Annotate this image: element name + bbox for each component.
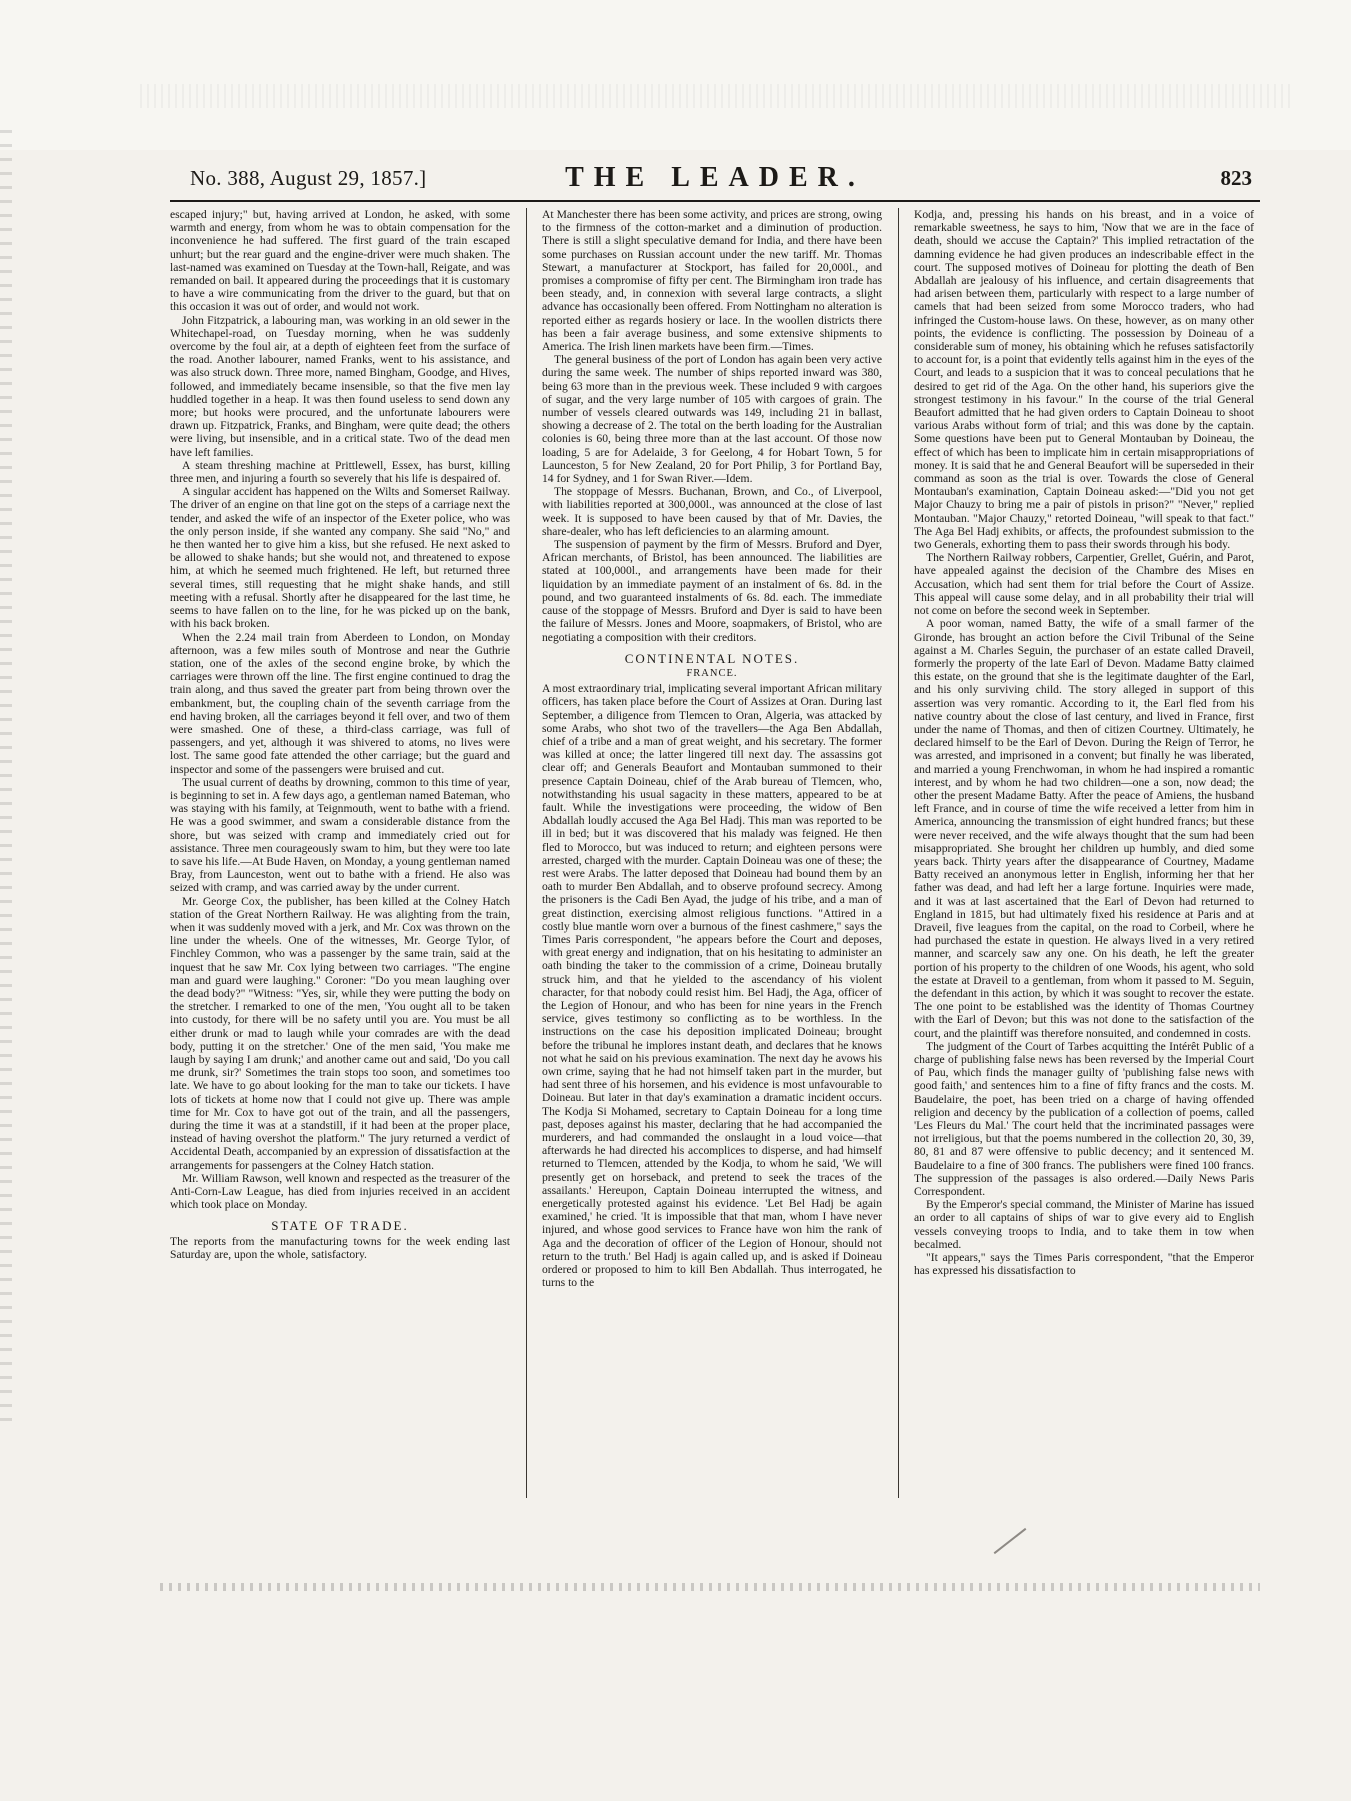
paragraph: By the Emperor's special command, the Minister of Marine has issued an order to all captains of ships of war to give every aid to English vessels conveying troops to India, and to take them in tow when becalmed. bbox=[914, 1198, 1254, 1251]
paragraph: The reports from the manufacturing towns for the week ending last Saturday are, upon the whole, satisfactory. bbox=[170, 1234, 510, 1261]
paper-title: THE LEADER. bbox=[565, 162, 865, 193]
section-heading-trade: STATE OF TRADE. bbox=[271, 1218, 409, 1234]
page-number: 823 bbox=[1220, 166, 1252, 190]
print-bleed-smudge bbox=[140, 84, 1290, 108]
page-top-margin bbox=[0, 0, 1351, 150]
paragraph: A steam threshing machine at Prittlewell, Essex, has burst, killing three men, and injuring a fourth so severely that his life is despaired of. bbox=[170, 458, 510, 486]
paragraph: The general business of the port of London has again been very active during the same week. The number of ships reported inward was 380, being 63 more than in the previous week. These included 9 with cargoes of sugar, and the very large number of 105 with cargoes of grain. The number of vessels cleared outwards was 149, including 21 in ballast, showing a decrease of 2. The total on the berth loading for the Australian colonies is 60, being three more than at the last account. Of those now loading, 5 are for Adelaide, 3 for Geelong, 4 for Hobart Town, 5 for Launceston, 5 for New Zealand, 20 for Port Philip, 3 for Portland Bay, 14 for Sydney, and 1 for Swan River.—Idem. bbox=[542, 353, 882, 486]
paragraph: Mr. George Cox, the publisher, has been killed at the Colney Hatch station of the Great Northern Railway. He was alighting from the train, when it was suddenly moved with a jerk, and Mr. Cox was thrown on the line under the wheels. One of the witnesses, Mr. George Tylor, of Finchley Common, who was a passenger by the same train, said at the inquest that he saw Mr. Cox lying between two carriages. "The engine man and guard were laughing." Coroner: "Do you mean laughing over the dead body?" "Witness: "Yes, sir, while they were putting the body on the stretcher. I remarked to one of the men, 'You ought all to be taken into custody, for there will be no safety until you are. You must be all either drunk or mad to laugh while your comrades are with the dead body, putting it on the stretcher.' One of the men said, 'You make me laugh by saying I am drunk;' and another came out and said, 'Do you call me drunk, sir?' Sometimes the train stops too soon, and sometimes too late. We have to go about looking for the man to take our tickets. I have lots of tickets at home now that I could not give up. There was ample time for Mr. Cox to have got out of the train, and all the passengers, during the time it was at a standstill, if it had been at the proper place, instead of having overshot the platform." The jury returned a verdict of Accidental Death, accompanied by an expression of dissatisfaction at the arrangements for passengers at the Colney Hatch station. bbox=[170, 894, 510, 1172]
paragraph: At Manchester there has been some activity, and prices are strong, owing to the firmness of the cotton-market and a diminution of production. There is still a slight speculative demand for India, and there have been some purchases on Russian account under the new tariff. Mr. Thomas Stewart, a manufacturer at Stockport, has failed for 20,000l., and promises a compromise of fifty per cent. The Birmingham iron trade has been steady, and, in connexion with several large contracts, a slight advance has occasionally been offered. From Nottingham no alteration is reported either as regards hosiery or lace. In the woollen districts there has been a fair average business, and some extensive shipments to America. The Irish linen markets have been firm.—Times. bbox=[542, 208, 882, 354]
paragraph: The suspension of payment by the firm of Messrs. Bruford and Dyer, African merchants, of Bristol, has been announced. The liabilities are stated at 100,000l., and arrangements have been made for their liquidation by an immediate payment of an instalment of 6s. 8d. in the pound, and two guaranteed instalments of 6s. 8d. each. The immediate cause of the stoppage of Messrs. Bruford and Dyer is said to have been the failure of Messrs. Jones and Moore, soapmakers, of Bristol, who are negotiating a composition with their creditors. bbox=[542, 538, 882, 644]
column-3 bbox=[914, 208, 1254, 1578]
paragraph: The stoppage of Messrs. Buchanan, Brown, and Co., of Liverpool, with liabilities reported at 300,000l., was announced at the close of last week. It is supposed to have been caused by that of Mr. Davies, the share-dealer, who has left deficiencies to an alarming amount. bbox=[542, 485, 882, 538]
paragraph: Kodja, and, pressing his hands on his breast, and in a voice of remarkable sweetness, he says to him, 'Now that we are in the face of death, should we accuse the Captain?' This implied retractation of the damning evidence he had given produces an indescribable effect in the court. The supposed motives of Doineau for plotting the death of Ben Abdallah are jealousy of his influence, and certain disagreements that had arisen between them, particularly with respect to a large number of camels that had been seized from some Morocco traders, who had infringed the Custom-house laws. On these, however, as on many other points, the evidence is conflicting. The possession by Doineau of a considerable sum of money, his obtaining which he refuses satisfactorily to account for, is a point that evidently tells against him in the eyes of the Court, and leads to a suspicion that it was to conceal peculations that he desired to get rid of the Aga. On the other hand, his superiors give the strongest testimony in his favour." In the course of the trial General Beaufort admitted that he had given orders to Captain Doineau to shoot various Arabs without form of trial; and this was done by the captain. Some questions have been put to General Montauban by Doineau, the effect of which has been to implicate him in certain misappropriations of money. It is said that he and General Beaufort will be superseded in their command as soon as the trial is over. Towards the close of General Montauban's examination, Captain Doineau asked:—"Did you not get Major Chauzy to bring me a pair of pistols in prison?" "Never," replied Montauban. "Major Chauzy," retorted Doineau, "will speak to that fact." The Aga Bel Hadj exhibits, or affects, the profoundest submission to the two Generals, exhorting them to pass their swords through his body. bbox=[914, 208, 1254, 552]
subheading-france: FRANCE. bbox=[686, 667, 738, 679]
paragraph: The judgment of the Court of Tarbes acquitting the Intérêt Public of a charge of publishing false news has been reversed by the Imperial Court of Pau, which finds the manager guilty of 'publishing false news with good faith,' and sentences him to a fine of fifty francs and the costs. M. Baudelaire, the poet, has been tried on a charge of having offended religion and decency by the publication of a collection of poems, called 'Les Fleurs du Mal.' The court held that the incriminated passages were not irreligious, but that the poems numbered in the collection 20, 30, 39, 80, 81 and 87 were offensive to public decency; and it sentenced M. Baudelaire to a fine of 300 francs. The publishers were fined 100 francs. The suppression of the passages is also ordered.—Daily News Paris Correspondent. bbox=[914, 1039, 1254, 1199]
section-heading-continental: CONTINENTAL NOTES. bbox=[624, 650, 800, 666]
paragraph: The Northern Railway robbers, Carpentier, Grellet, Guérin, and Parot, have appealed against the decision of the Chambre des Mises en Accusation, which had sent them for trial before the Court of Assize. This appeal will cause some delay, and in all probability their trial will not come on before the second week in September. bbox=[914, 551, 1254, 618]
column-rule-2 bbox=[898, 208, 899, 1498]
paragraph: The usual current of deaths by drowning, common to this time of year, is beginning to set in. A few days ago, a gentleman named Bateman, who was staying with his family, at Teignmouth, went to bathe with a friend. He was a good swimmer, and swam a considerable distance from the shore, but was seized with cramp and immediately cried out for assistance. Three men courageously swam to him, but they were too late to save his life.—At Bude Haven, on Monday, a young gentleman named Bray, from Launceston, went out to bathe with a friend. He also was seized with cramp, and was carried away by the under current. bbox=[170, 775, 510, 895]
paragraph: escaped injury;" but, having arrived at London, he asked, with some warmth and energy, from whom he was to obtain compensation for the inconvenience he had suffered. The first guard of the train escaped unhurt; but the rear guard and the engine-driver were much shaken. The last-named was examined on Tuesday at the Town-hall, Reigate, and was remanded on bail. It appeared during the proceedings that it is customary to have a wire communicating from the driver to the guard, but that on this occasion it was out of order, and would not work. bbox=[170, 208, 510, 314]
newspaper-page bbox=[170, 160, 1260, 1580]
issue-date: No. 388, August 29, 1857.] bbox=[190, 166, 427, 190]
column-1 bbox=[170, 208, 510, 1578]
article-columns bbox=[170, 208, 1260, 1578]
column-2 bbox=[542, 208, 882, 1578]
paragraph: Mr. William Rawson, well known and respected as the treasurer of the Anti-Corn-Law League, has died from injuries received in an accident which took place on Monday. bbox=[170, 1171, 510, 1212]
paragraph: "It appears," says the Times Paris correspondent, "that the Emperor has expressed his dissatisfaction to bbox=[914, 1251, 1254, 1278]
paragraph: John Fitzpatrick, a labouring man, was working in an old sewer in the Whitechapel-road, on Tuesday morning, when he was suddenly overcome by the foul air, at a depth of eighteen feet from the surface of the road. Another labourer, named Franks, went to his assistance, and was also struck down. Three more, named Bingham, Goodge, and Hives, followed, and immediately became insensible, so that the five men lay huddled together in a heap. It was then found useless to send down any more; but hooks were procured, and the unfortunate labourers were drawn up. Fitzpatrick, Franks, and Bingham, were quite dead; the others were living, but insensible, and in a critical state. Two of the dead men have left families. bbox=[170, 313, 510, 459]
paragraph: A most extraordinary trial, implicating several important African military officers, has taken place before the Court of Assizes at Oran. During last September, a diligence from Tlemcen to Oran, Algeria, was attacked by some Arabs, who shot two of the travellers—the Aga Ben Abdallah, chief of a tribe and a man of great weight, and his secretary. The former was killed at once; the latter lingered till next day. The assassins got clear off; and Generals Beaufort and Montauban summoned to their presence Captain Doineau, chief of the Arab bureau of Tlemcen, who, notwithstanding his usual sagacity in these matters, appeared to be at fault. While the investigations were proceeding, the widow of Ben Abdallah loudly accused the Aga Bel Hadj. This man was reported to be ill in bed; but it was discovered that his malady was feigned. He then fled to Morocco, but was induced to return; and eighteen persons were arrested, charged with the murder. Captain Doineau was one of these; the rest were Arabs. The latter deposed that Doineau had bound them by an oath to murder Ben Abdallah, and to observe profound secrecy. Among the prisoners is the Cadi Ben Ayad, the judge of his tribe, and a man of great distinction, exercising almost religious functions. "Attired in a costly blue mantle worn over a burnous of the finest cashmere," says the Times Paris correspondent, "he appears before the Court and deposes, with great energy and indignation, that on his hesitating to administer an oath binding the taker to the commission of a crime, Doineau brutally struck him, and that he yielded to the ascendancy of his violent character, for that nobody could resist him. Bel Hadj, the Aga, officer of the Legion of Honour, and who has been for nine years in the French service, gives testimony so conflicting as to be worthless. In the instructions on the case his deposition implicated Doineau; brought before the tribunal he implores instant death, and declares that he knows not what he said on his previous examination. The next day he avows his own crime, saying that he had not himself taken part in the murder, but had sent three of his horsemen, and his evidence is most unfavourable to Doineau. But later in that day's examination a dramatic incident occurs. The Kodja Si Mohamed, secretary to Captain Doineau for a long time past, deposes against his master, declaring that he had accompanied the murderers, and had commanded the onslaught in a loud voice—that afterwards he had directed his accomplices to disperse, and had himself returned to Tlemcen, attended by the Kodja, to whom he said, 'We will presently get on horseback, and pretend to seek the traces of the assailants.' Hereupon, Captain Doineau interrupted the witness, and energetically protested against his evidence. 'Let Bel Hadj be again examined,' he cried. 'It is impossible that that man, whom I have never injured, and whose good services to France have won him the rank of Aga and the decoration of officer of the Legion of Honour, should not return to the truth.' Bel Hadj is again called up, and is asked if Doineau ordered or proposed to him to kill Ben Abdallah. Thus interrogated, he turns to the bbox=[542, 682, 882, 1290]
paragraph: When the 2.24 mail train from Aberdeen to London, on Monday afternoon, was a few miles south of Montrose and near the Guthrie station, one of the axles of the second engine broke, by which the carriages were thrown off the line. The first engine continued to drag the train along, and thus saved the greater part from being thrown over the embankment, but, the coupling chain of the seventh carriage from the end having broken, all the carriages beyond it fell over, and two of them were smashed. One of these, a third-class carriage, was full of passengers, and yet, although it was shivered to atoms, no lives were lost. The same good fate attended the other carriage; but the guard and inspector and some of the passengers were bruised and cut. bbox=[170, 630, 510, 776]
paragraph: A singular accident has happened on the Wilts and Somerset Railway. The driver of an engine on that line got on the steps of a carriage next the tender, and asked the wife of an inspector of the Exeter police, who was the only person inside, if she wanted any company. She said "No," and he then wanted her to give him a kiss, but she refused. He next asked to be allowed to shake hands; but she would not, and threatened to expose him, at which he seemed much frightened. He left, but returned three several times, still requesting that he might shake hands, and still meeting with a refusal. Shortly after he disappeared for the last time, he seems to have fallen on to the line, for he was picked up on the bank, with his back broken. bbox=[170, 485, 510, 631]
scan-edge-mark bbox=[0, 130, 12, 1430]
masthead bbox=[170, 160, 1260, 202]
page-bottom-bleed bbox=[160, 1583, 1260, 1591]
column-rule-1 bbox=[526, 208, 527, 1498]
paragraph: A poor woman, named Batty, the wife of a small farmer of the Gironde, has brought an action before the Civil Tribunal of the Seine against a M. Charles Seguin, the purchaser of an estate called Draveil, formerly the property of the late Earl of Devon. Madame Batty claimed this estate, on the ground that she is the legitimate daughter of the Earl, and his only surviving child. The story alleged in support of this assertion was very romantic. According to it, the Earl fled from his native country about the close of last century, and lived in France, first under the name of Thomas, and then of citizen Courtney. Ultimately, he declared himself to be the Earl of Devon. During the Reign of Terror, he was arrested, and imprisoned in a convent; but finally he was liberated, and married a young Frenchwoman, in whom he had inspired a romantic interest, and by whom he had two children—one a son, now dead; the other the present Madame Batty. After the peace of Amiens, the husband left France, and in course of time the wife received a letter from him in America, announcing the transmission of eight hundred francs; but these were never received, and the wife always thought that the sum had been misappropriated. She brought her children up humbly, and died some years back. Thirty years after the disappearance of Courtney, Madame Batty received an anonymous letter in English, informing her that her father was dead, and had left her a large fortune. Inquiries were made, and it was at last ascertained that the Earl of Devon had returned to England in 1815, but had ultimately fixed his residence at Paris and at Draveil, five leagues from the capital, on the road to Corbeil, where he had purchased the estate in question. He always lived in a very retired manner, and scarcely saw any one. On his death, he left the greater portion of his property to the children of one Woods, his agent, who sold the estate at Draveil to a gentleman, from whom it passed to M. Seguin, the defendant in this action, by which it was sought to recover the estate. The one point to be established was the identity of Thomas Courtney with the Earl of Devon; but this was not done to the satisfaction of the court, and the plaintiff was therefore nonsuited, and condemned in costs. bbox=[914, 617, 1254, 1040]
